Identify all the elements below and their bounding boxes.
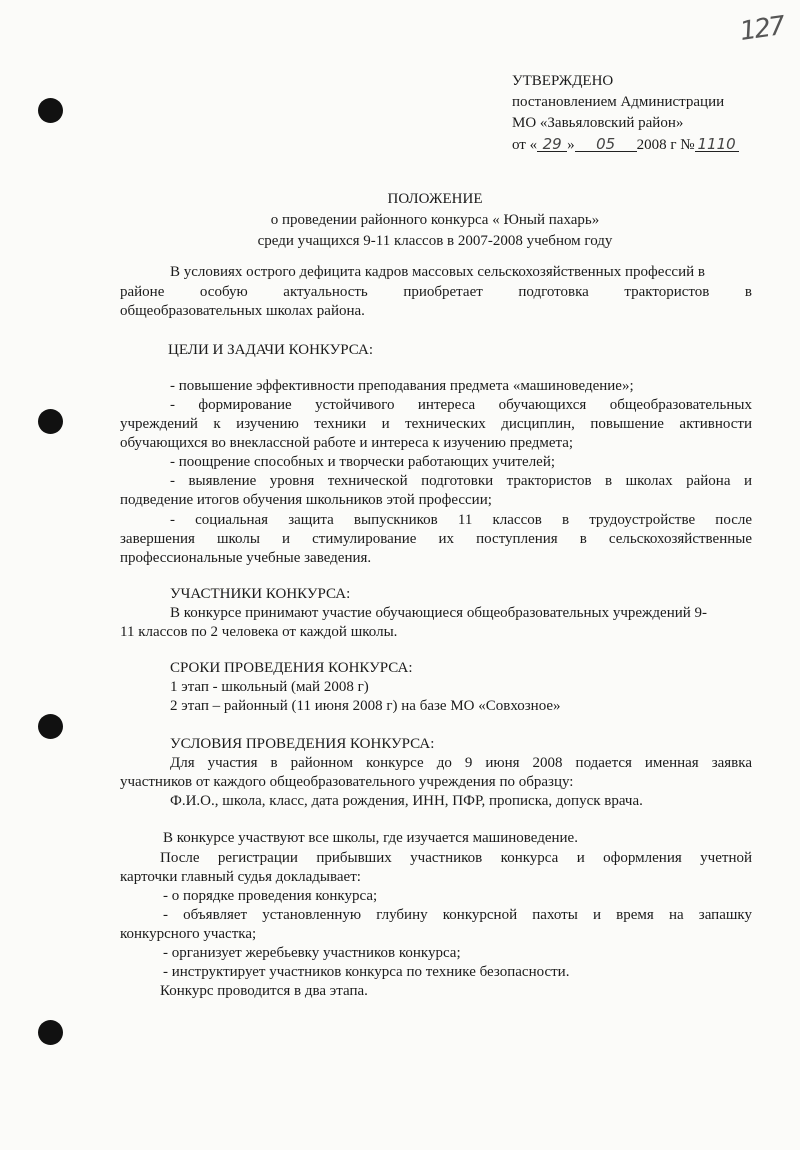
rules-line: - организует жеребьевку участников конкурса; [163, 945, 461, 961]
participants-line: В конкурсе принимают участие обучающиеся общеобразовательных учреждений 9- [170, 605, 708, 621]
title-line: ПОЛОЖЕНИЕ [387, 191, 483, 207]
dates-heading: СРОКИ ПРОВЕДЕНИЯ КОНКУРСА: [170, 660, 413, 676]
goal-item: - повышение эффективности преподавания предмета «машиноведение»; [170, 378, 634, 394]
punch-hole [38, 714, 63, 739]
title-line: о проведении районного конкурса « Юный пахарь» [270, 212, 600, 228]
rules-line: Конкурс проводится в два этапа. [160, 983, 368, 999]
rules-line: - инструктирует участников конкурса по технике безопасности. [163, 964, 570, 980]
approval-month: 05 [575, 135, 637, 152]
goal-item: - социальная защита выпускников 11 классов в трудоустройстве после [170, 512, 752, 528]
approval-block [512, 72, 762, 156]
goal-item: профессиональные учебные заведения. [120, 550, 372, 566]
punch-hole [38, 409, 63, 434]
rules-line: карточки главный судья докладывает: [120, 869, 361, 885]
approval-line: МО «Завьяловский район» [512, 115, 684, 131]
intro-line: В условиях острого дефицита кадров массовых сельскохозяйственных профессий в [170, 264, 705, 280]
intro-line: общеобразовательных школах района. [120, 303, 365, 319]
goal-item: учреждений к изучению техники и технических дисциплин, повышение активности [120, 416, 752, 432]
goal-item: - выявление уровня технической подготовки трактористов в школах района и [170, 473, 752, 489]
conditions-line: Ф.И.О., школа, класс, дата рождения, ИНН, ПФР, прописка, допуск врача. [170, 793, 643, 809]
punch-hole [38, 1020, 63, 1045]
goal-item: обучающихся во внеклассной работе и интереса к изучению предмета; [120, 435, 574, 451]
intro-line: районе особую актуальность приобретает подготовка трактористов в [120, 284, 752, 300]
rules-line: В конкурсе участвуют все школы, где изучается машиноведение. [163, 830, 578, 846]
approval-number: 1110 [695, 135, 739, 152]
rules-line: После регистрации прибывших участников конкурса и оформления учетной [160, 850, 752, 866]
dates-line: 1 этап - школьный (май 2008 г) [170, 679, 369, 695]
conditions-line: Для участия в районном конкурсе до 9 июня 2008 подается именная заявка [170, 755, 752, 771]
conditions-line: участников от каждого общеобразовательного учреждения по образцу: [120, 774, 574, 790]
goal-item: подведение итогов обучения школьников этой профессии; [120, 492, 492, 508]
dates-line: 2 этап – районный (11 июня 2008 г) на базе МО «Совхозное» [170, 698, 561, 714]
participants-heading: УЧАСТНИКИ КОНКУРСА: [170, 586, 351, 602]
goal-item: - формирование устойчивого интереса обучающихся общеобразовательных [170, 397, 752, 413]
document-title [0, 190, 800, 253]
participants-line: 11 классов по 2 человека от каждой школы. [120, 624, 398, 640]
punch-hole [38, 98, 63, 123]
goal-item: завершения школы и стимулирование их поступления в сельскохозяйственные [120, 531, 752, 547]
title-line: среди учащихся 9-11 классов в 2007-2008 учебном году [257, 233, 613, 249]
approval-heading: УТВЕРЖДЕНО [512, 73, 614, 89]
approval-date-line: от « 29 » 05 2008 г № 1110 [512, 135, 762, 156]
rules-line: - о порядке проведения конкурса; [163, 888, 378, 904]
rules-line: конкурсного участка; [120, 926, 257, 942]
goals-heading: ЦЕЛИ И ЗАДАЧИ КОНКУРСА: [168, 342, 374, 358]
approval-day: 29 [537, 135, 567, 152]
approval-line: постановлением Администрации [512, 94, 725, 110]
rules-line: - объявляет установленную глубину конкурсной пахоты и время на запашку [163, 907, 752, 923]
handwritten-page-number: 127 [738, 11, 786, 47]
conditions-heading: УСЛОВИЯ ПРОВЕДЕНИЯ КОНКУРСА: [170, 736, 435, 752]
goal-item: - поощрение способных и творчески работающих учителей; [170, 454, 556, 470]
